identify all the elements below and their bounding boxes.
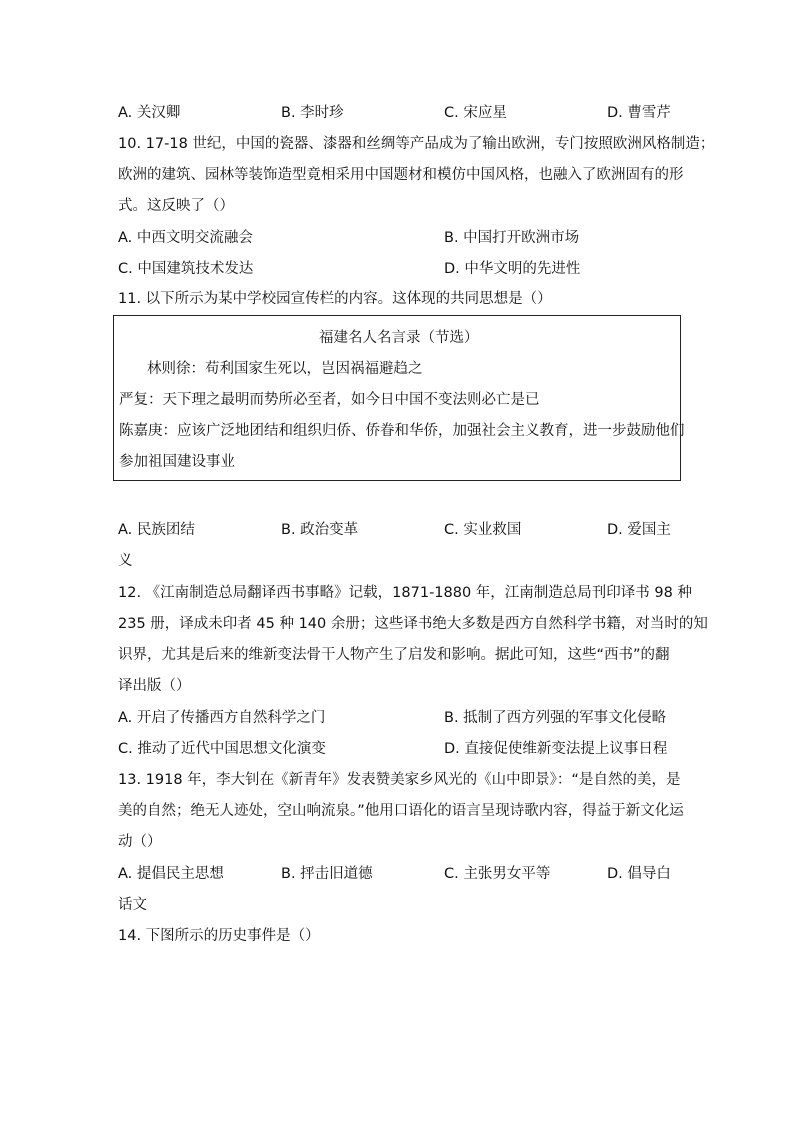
q11-option-b: B. 政治变革 [281,522,359,538]
q10-stem-line-1: 10. 17-18 世纪，中国的瓷器、漆器和丝绸等产品成为了输出欧洲，专门按照欧洲风格制造； [118,136,715,152]
q13-option-c: C. 主张男女平等 [444,866,551,882]
q12-stem-line-3: 识界，尤其是后来的维新变法骨干人物产生了启发和影响。据此可知，这些“西书”的翻 [118,647,670,663]
q12-stem-line-2: 235 册，译成未印者 45 种 140 余册；这些译书绝大多数是西方自然科学书籍，对当时的知 [118,616,708,632]
q9-option-a: A. 关汉卿 [118,105,181,121]
q13-option-d: D. 倡导白 [607,866,671,882]
q10-option-a: A. 中西文明交流融会 [118,230,253,246]
q12-option-d: D. 直接促使维新变法提上议事日程 [444,741,668,757]
q13-option-b: B. 抨击旧道德 [281,866,373,882]
q12-option-c: C. 推动了近代中国思想文化演变 [118,741,326,757]
q13-stem-line-1: 13. 1918 年，李大钊在《新青年》发表赞美家乡风光的《山中即景》：“是自然的美，是 [118,772,681,788]
q11-stem: 11. 以下所示为某中学校园宣传栏的内容。这体现的共同思想是（） [118,291,552,307]
quote-chen-jiageng-cont: 参加祖国建设事业 [119,454,235,470]
q10-stem-line-2: 欧洲的建筑、园林等装饰造型竟相采用中国题材和模仿中国风格，也融入了欧洲固有的形 [118,167,684,183]
q9-option-b: B. 李时珍 [281,105,344,121]
q9-option-d: D. 曹雪芹 [607,105,671,121]
q10-option-d: D. 中华文明的先进性 [444,261,581,277]
q11-option-d-wrap: 义 [118,553,133,569]
q11-option-c: C. 实业救国 [444,522,522,538]
q10-stem-line-3: 式。这反映了（） [118,198,234,214]
quote-box [113,315,685,481]
q10-option-c: C. 中国建筑技术发达 [118,261,254,277]
q12-stem-line-4: 译出版（） [118,678,191,694]
q10-option-b: B. 中国打开欧洲市场 [444,230,580,246]
quote-yan-fu: 严复：天下理之最明而势所必至者，如今日中国不变法则必亡是已 [119,392,540,408]
q12-stem-line-1: 12. 《江南制造总局翻译西书事略》记载，1871-1880 年，江南制造总局刊印译书 98 种 [118,585,692,601]
q11-option-d: D. 爱国主 [607,522,671,538]
q13-option-a: A. 提倡民主思想 [118,866,224,882]
q13-stem-line-2: 美的自然；绝无人迹处，空山响流泉。”他用口语化的语言呈现诗歌内容，得益于新文化运 [118,803,684,819]
q13-option-d-wrap: 话文 [118,897,147,913]
q13-stem-line-3: 动（） [118,834,162,850]
quote-box-title: 福建名人名言录（节选） [319,330,479,346]
q12-option-b: B. 抵制了西方列强的军事文化侵略 [444,710,667,726]
q11-option-a: A. 民族团结 [118,522,195,538]
quote-chen-jiageng: 陈嘉庚：应该广泛地团结和组织归侨、侨眷和华侨，加强社会主义教育，进一步鼓励他们 [119,423,685,439]
q12-option-a: A. 开启了传播西方自然科学之门 [118,710,326,726]
quote-lin-zexu: 林则徐：苟利国家生死以，岂因祸福避趋之 [147,361,423,377]
q14-stem: 14. 下图所示的历史事件是（） [118,928,320,944]
q9-option-c: C. 宋应星 [444,105,507,121]
